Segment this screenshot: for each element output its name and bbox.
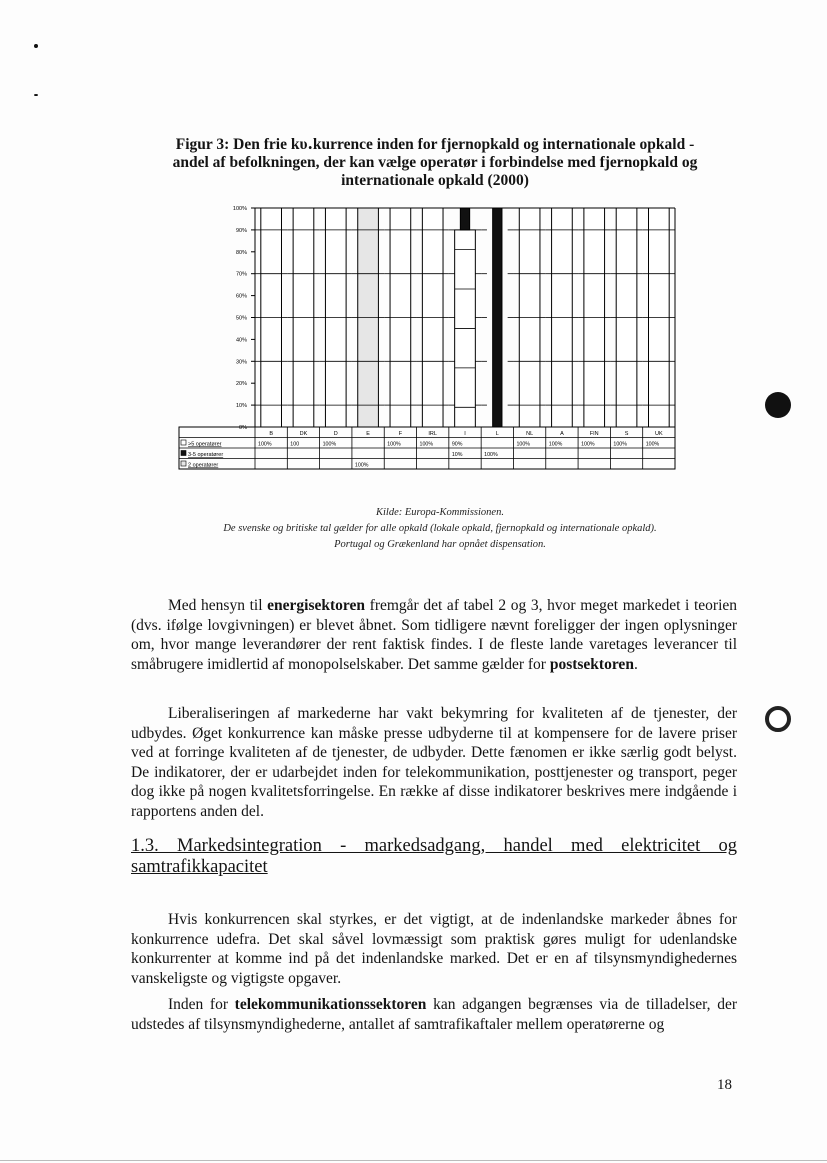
x-tick-label: S xyxy=(624,431,629,437)
paragraph-telecom xyxy=(131,995,737,1034)
paragraph-energy xyxy=(131,596,737,674)
figure-source: Kilde: Europa-Kommissionen. xyxy=(376,507,504,518)
x-tick-label: F xyxy=(398,431,403,437)
y-tick-label: 100% xyxy=(232,206,247,212)
page-number: 18 xyxy=(717,1077,732,1093)
text-run: . xyxy=(633,655,638,673)
data-label: 100% xyxy=(613,441,627,448)
bar xyxy=(460,208,469,230)
stacked-bar-chart xyxy=(165,200,685,485)
y-tick-label: 70% xyxy=(235,271,247,278)
data-label: 100% xyxy=(548,441,563,448)
bold-term: energisektoren xyxy=(267,597,366,614)
x-tick-label: E xyxy=(366,431,370,437)
data-label: 90% xyxy=(451,441,463,448)
data-label: 100% xyxy=(419,441,434,448)
data-label: 100% xyxy=(645,441,660,448)
figure-note: De svenske og britiske tal gælder for alle opkald (lokale opkald, fjernopkald og internationale opkald). xyxy=(223,523,657,534)
y-tick-label: 80% xyxy=(235,249,247,256)
text-run: kan adgangen begrænses via de tilladelser, der udstedes af tilsynsmyndighederne, antallet af samtrafikaftaler mellem operatørerne og xyxy=(131,996,737,1033)
text-run: fremgår det af tabel 2 og 3, hvor meget markedet i teorien (dvs. ifølge lovgivningen) er blevet åbnet. Som tidligere nævnt foreligger der ingen oplysninger om, hvor mange leverandører der rent faktisk findes. I de fleste lande varetages leverancer til småbrugere imidlertid af monopolselskaber. Det samme gælder for xyxy=(131,597,738,673)
x-tick-label: B xyxy=(269,431,273,437)
bold-term: telekommunikationssektoren xyxy=(234,996,427,1013)
data-label: 100% xyxy=(387,441,401,448)
page-edge xyxy=(0,1160,827,1161)
data-label: 100% xyxy=(484,452,498,458)
data-label: 100% xyxy=(516,441,531,448)
x-tick-label: D xyxy=(333,431,338,437)
x-tick-label: IRL xyxy=(428,431,437,437)
data-label: 100% xyxy=(258,441,272,448)
paragraph-market-access: Hvis konkurrencen skal styrkes, er det vigtigt, at de indenlandske markeder åbnes for konkurrence udefra. Det skal såvel lovmæssigt som praktisk gøres muligt for udenlandske konkurrenter at komme ind på det indenlandske marked. Det er en af tilsynsmyndighedernes vanskeligste og vigtigste opgaver. xyxy=(131,911,737,987)
legend-label: >5 operatører xyxy=(188,441,222,448)
y-tick-label: 50% xyxy=(235,315,247,322)
scan-speck xyxy=(34,44,38,48)
legend-swatch xyxy=(181,440,186,445)
bold-term: postsektoren xyxy=(549,655,634,673)
y-tick-label: 90% xyxy=(235,227,247,234)
x-tick-label: A xyxy=(560,431,564,437)
legend-label: 3-5 operatører xyxy=(188,452,224,458)
x-tick-label: NL xyxy=(526,431,534,437)
figure-note: Portugal og Grækenland har opnået dispensation. xyxy=(334,539,546,550)
data-label: 10% xyxy=(451,452,463,458)
x-tick-label: I xyxy=(464,431,466,437)
text-run: Inden for xyxy=(168,996,235,1013)
y-tick-label: 60% xyxy=(235,293,247,300)
legend-swatch xyxy=(181,461,186,466)
y-tick-label: 40% xyxy=(235,337,247,344)
text-run: Med hensyn til xyxy=(168,597,268,614)
legend-swatch xyxy=(181,451,186,456)
bar xyxy=(493,208,502,427)
y-tick-label: 30% xyxy=(235,359,247,366)
x-tick-label: FIN xyxy=(589,431,599,437)
x-tick-label: L xyxy=(495,431,499,437)
x-tick-label: UK xyxy=(655,431,663,437)
data-label: 100 xyxy=(290,441,300,448)
data-label: 100% xyxy=(322,441,337,448)
y-tick-label: 10% xyxy=(235,403,247,410)
data-label: 100% xyxy=(581,441,595,448)
scan-speck xyxy=(34,94,38,96)
y-tick-label: 0% xyxy=(239,425,247,431)
section-heading: 1.3. Markedsintegration - markedsadgang, handel med elektricitet og samtrafikkapacitet xyxy=(131,836,737,877)
paragraph-quality: Liberaliseringen af markederne har vakt bekymring for kvaliteten af de tjenester, der udbydes. Øget konkurrence kan måske presse udbyderne til at kompensere for de lavere priser ved at forringe kvaliteten af de tjenester, de udbyder. Dette fænomen er ikke særlig godt belyst. De indikatorer, der er udarbejdet inden for telekommunikation, posttjenester og transport, peger dog ikke på nogen kvalitetsforringelse. En række af disse indikatorer beskrives mere indgående i rapportens anden del. xyxy=(131,705,737,820)
binder-hole-icon xyxy=(765,706,791,732)
figure-title xyxy=(140,136,730,190)
legend-label: 2 operatører xyxy=(188,462,219,469)
figure-title-line: Figur 3: Den frie kυ․kurrence inden for fjernopkald og internationale opkald - xyxy=(175,136,695,153)
binder-hole-icon xyxy=(765,392,791,418)
figure-title-line: internationale opkald (2000) xyxy=(341,172,529,189)
data-label: 100% xyxy=(354,462,369,469)
x-tick-label: DK xyxy=(299,431,308,437)
figure-title-line: andel af befolkningen, der kan vælge operatør i forbindelse med fjernopkald og xyxy=(172,154,698,171)
y-tick-label: 20% xyxy=(235,381,247,388)
